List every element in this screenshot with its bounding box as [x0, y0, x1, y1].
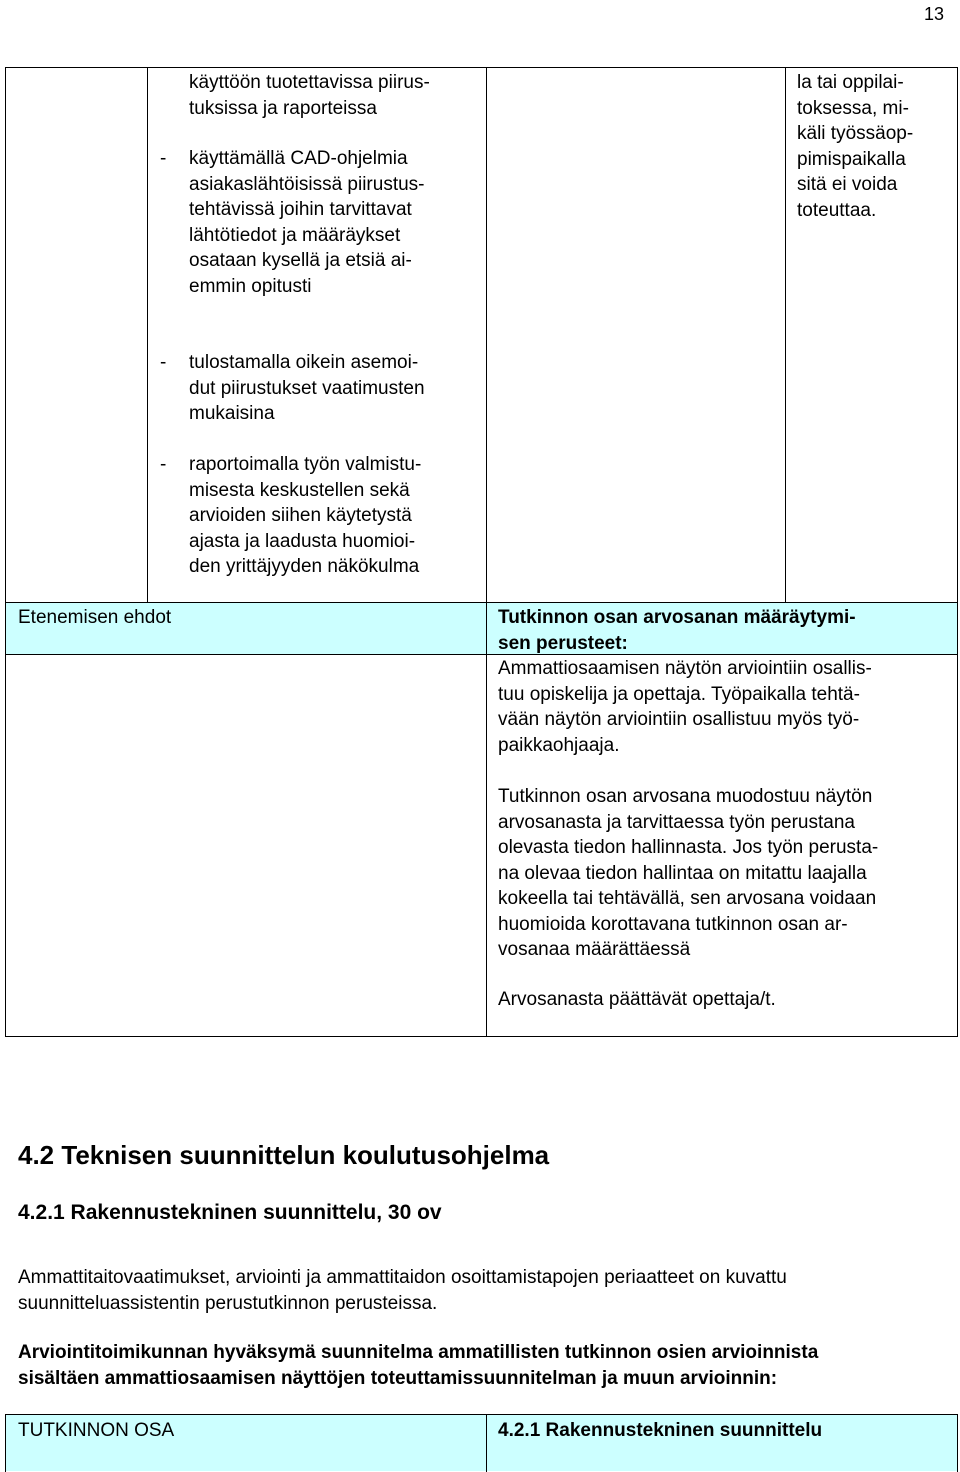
col4-text: la tai oppilai- toksessa, mi- käli työssäop- pimispaikalla sitä ei voida toteuttaa.	[797, 72, 914, 221]
section-bold-paragraph: Arviointitoimikunnan hyväksymä suunnitelma ammatillisten tutkinnon osien arvioinnista sisältäen ammattiosaamisen näyttöjen toteuttamissuunnitelman ja muun arvioinnin:	[18, 1342, 819, 1389]
bottom-table-label: TUTKINNON OSA	[18, 1420, 175, 1441]
grade-para-2: Tutkinnon osan arvosana muodostuu näytön arvosanasta ja tarvittaessa työn perustana olevasta tiedon hallinnasta. Jos työn perusta- na olevaa tiedon hallintaa on mitattu laajalla kokeella tai tehtävällä, sen arvosana voidaan huomioida korottavana tutkinnon osan ar- vosanaa määrättäessä	[498, 786, 879, 960]
section-paragraph: Ammattitaitovaatimukset, arviointi ja ammattitaidon osoittamistapojen periaatteet on kuvattu suunnitteluassistentin perustutkinnon perusteissa.	[18, 1267, 787, 1314]
bullet-list-item: - tulostamalla oikein asemoi- dut piirustukset vaatimusten mukaisina	[160, 352, 425, 424]
subsection-heading: 4.2.1 Rakennustekninen suunnittelu, 30 ov	[18, 1201, 442, 1224]
grade-para-1: Ammattiosaamisen näytön arviointiin osallis- tuu opiskelija ja opettaja. Työpaikalla tehtä- vään näytön arviointiin osallistuu myös työ- paikkaohjaaja.	[498, 658, 872, 756]
progress-label: Etenemisen ehdot	[18, 607, 172, 628]
col2-intro: käyttöön tuotettavissa piirus- tuksissa ja raporteissa	[189, 72, 430, 119]
bottom-table-value: 4.2.1 Rakennustekninen suunnittelu	[498, 1420, 823, 1441]
bullet-list-item: - raportoimalla työn valmistu- misesta keskustellen sekä arvioiden siihen käytetystä ajasta ja laadusta huomioi- den yrittäjyyden näkökulma	[160, 454, 422, 577]
section-heading: 4.2 Teknisen suunnittelun koulutusohjelma	[18, 1140, 550, 1170]
grade-para-3: Arvosanasta päättävät opettaja/t.	[498, 989, 776, 1010]
bullet-list-item: - käyttämällä CAD-ohjelmia asiakaslähtöisissä piirustus- tehtävissä joihin tarvittavat lähtötiedot ja määräykset osataan kysellä ja etsiä ai- emmin opitusti	[160, 148, 425, 297]
page-number: 13	[923, 4, 944, 24]
grade-heading: Tutkinnon osan arvosanan määräytymi- sen perusteet:	[498, 607, 856, 654]
